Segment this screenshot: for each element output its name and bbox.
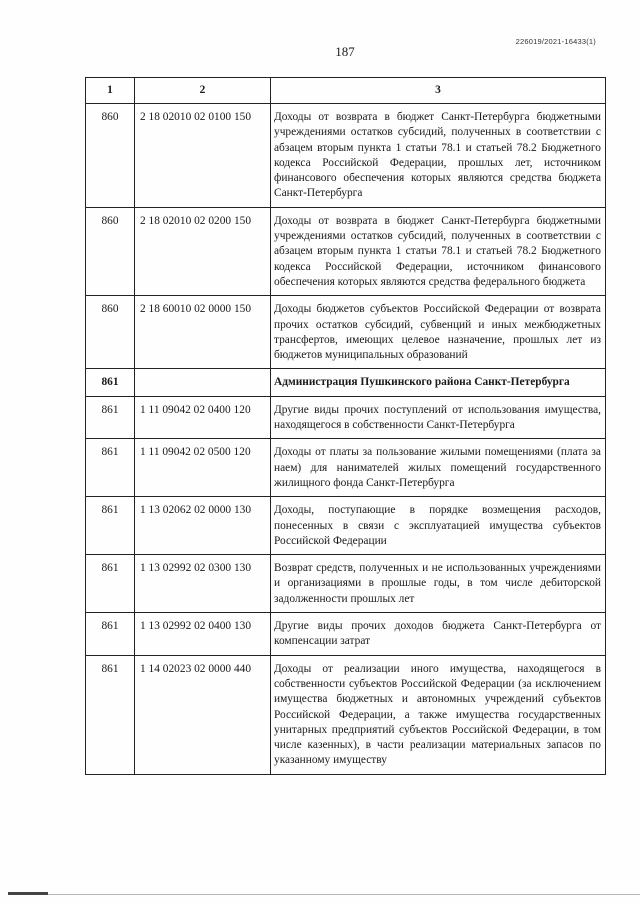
document-id: 226019/2021-16433(1) (515, 37, 596, 46)
description-cell: Доходы от возврата в бюджет Санкт-Петербурга бюджетными учреждениями остатков субсидий, полученных в соответствии с абзацем вторым пункта 1 статьи 78.1 и статьей 78.2 Бюджетного кодекса Российской Федерации, прошлых лет, источником финансового обеспечения которых являются средства бюджета Санкт-Петербурга (271, 104, 606, 208)
description-cell: Доходы от платы за пользование жилыми помещениями (плата за наем) для нанимателей жилых помещений государственного жилищного фонда Санкт-Петербурга (271, 439, 606, 497)
table-row (86, 613, 606, 656)
income-codes-table (85, 77, 606, 775)
admin-code-cell: 861 (86, 555, 135, 613)
description-cell: Доходы от реализации иного имущества, находящегося в собственности субъектов Российской Федерации (за исключением имущества бюджетных и автономных учреждений субъектов Российской Федерации, а также имущества государственных унитарных предприятий субъектов Российской Федерации, в том числе казенных), в части реализации материальных запасов по указанному имуществу (271, 655, 606, 774)
column-header-1: 1 (86, 78, 135, 104)
description-cell: Доходы бюджетов субъектов Российской Федерации от возврата прочих остатков субсидий, субвенций и иных межбюджетных трансфертов, имеющих целевое назначение, прошлых лет из бюджетов муниципальных образований (271, 296, 606, 369)
income-code-cell: 2 18 02010 02 0200 150 (135, 207, 271, 295)
admin-code-cell: 860 (86, 207, 135, 295)
income-code-cell: 1 11 09042 02 0500 120 (135, 439, 271, 497)
table-row (86, 396, 606, 439)
admin-code-cell: 860 (86, 104, 135, 208)
footer-mark (8, 892, 48, 895)
admin-code-cell: 861 (86, 369, 135, 396)
description-cell: Возврат средств, полученных и не использованных учреждениями и организациями в прошлые годы, в том числе дебиторской задолженности прошлых лет (271, 555, 606, 613)
table-row (86, 497, 606, 555)
page-number: 187 (335, 44, 355, 59)
income-code-cell: 1 13 02062 02 0000 130 (135, 497, 271, 555)
admin-code-cell: 861 (86, 655, 135, 774)
description-cell: Доходы от возврата в бюджет Санкт-Петербурга бюджетными учреждениями остатков субсидий, полученных в соответствии с абзацем вторым пункта 1 статьи 78.1 и статьей 78.2 Бюджетного кодекса Российской Федерации, источником финансового обеспечения которых являются средства федерального бюджета (271, 207, 606, 295)
income-code-cell: 1 13 02992 02 0400 130 (135, 613, 271, 656)
admin-code-cell: 861 (86, 497, 135, 555)
table-body (86, 104, 606, 775)
description-cell: Другие виды прочих поступлений от использования имущества, находящегося в собственности Санкт-Петербурга (271, 396, 606, 439)
table-header-row (86, 78, 606, 104)
income-code-cell (135, 369, 271, 396)
income-code-cell: 2 18 60010 02 0000 150 (135, 296, 271, 369)
admin-code-cell: 861 (86, 439, 135, 497)
table-row (86, 439, 606, 497)
table-row (86, 296, 606, 369)
admin-code-cell: 860 (86, 296, 135, 369)
table-row (86, 655, 606, 774)
income-code-cell: 1 13 02992 02 0300 130 (135, 555, 271, 613)
column-header-3: 3 (271, 78, 606, 104)
admin-code-cell: 861 (86, 613, 135, 656)
admin-code-cell: 861 (86, 396, 135, 439)
description-cell: Другие виды прочих доходов бюджета Санкт-Петербурга от компенсации затрат (271, 613, 606, 656)
table-row (86, 555, 606, 613)
description-cell: Доходы, поступающие в порядке возмещения расходов, понесенных в связи с эксплуатацией имущества субъектов Российской Федерации (271, 497, 606, 555)
income-code-cell: 1 11 09042 02 0400 120 (135, 396, 271, 439)
footer-divider (20, 894, 640, 895)
table-row (86, 369, 606, 396)
description-cell: Администрация Пушкинского района Санкт-Петербурга (271, 369, 606, 396)
income-code-cell: 2 18 02010 02 0100 150 (135, 104, 271, 208)
table-row (86, 104, 606, 208)
income-code-cell: 1 14 02023 02 0000 440 (135, 655, 271, 774)
column-header-2: 2 (135, 78, 271, 104)
table-row (86, 207, 606, 295)
